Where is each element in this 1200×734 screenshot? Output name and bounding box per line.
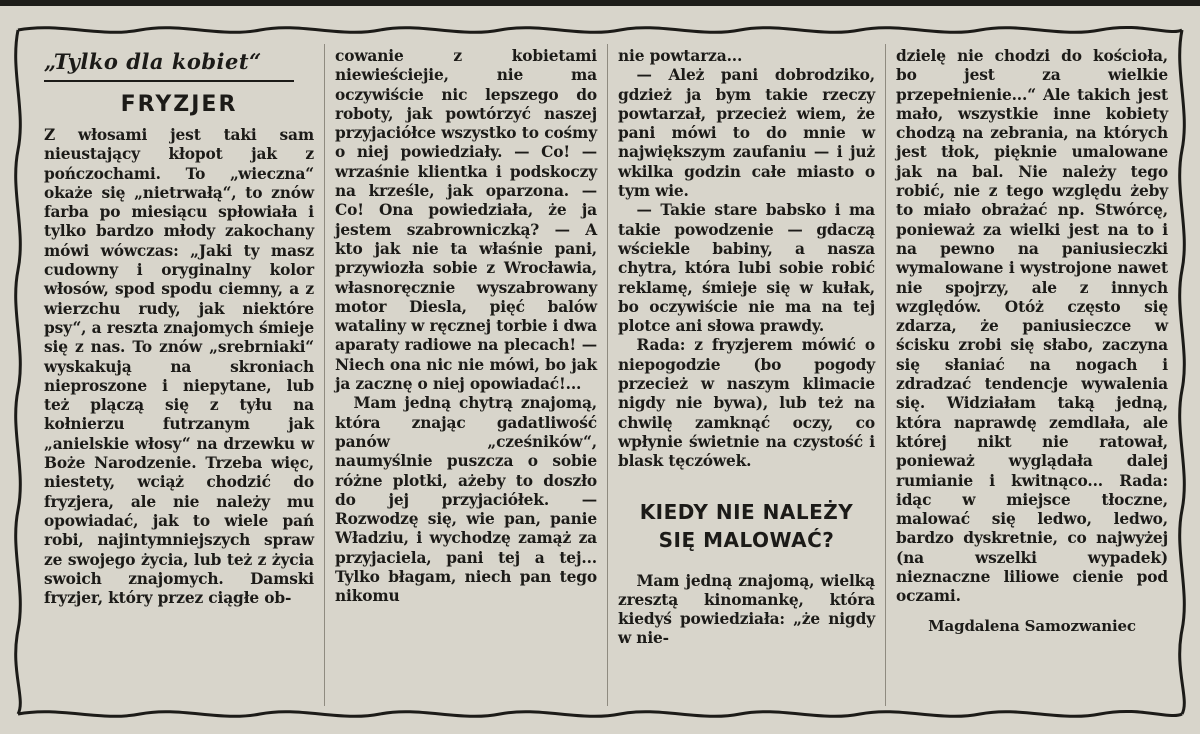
top-rule: [0, 0, 1200, 6]
article-paragraph: dzielę nie chodzi do kościoła, bo jest za wielkie przepełnienie...“ Ale takich jest mało, wszystkie inne kobiety chodzą na zebrania, na których jest tłok, pięknie umalowane jak na bal. Nie należy tego robić, nie z tego względu żeby to miało obrażać np. Stwórcę, ponieważ za wielki jest na to i na pewno na paniusieczki wymalowane i wystrojone nawet nie spojrzy, ale z innych względów. Otóż często się zdarza, że paniusieczce w ścisku zrobi się słabo, zaczyna się słaniać na nogach i zdradzać tendencje wywalenia się. Widziałam taką jedną, która naprawdę zemdlała, ale której nikt nie ratował, ponieważ wyglądała dalej rumianie i kwitnąco... Rada: idąc w miejsce tłoczne, malować się ledwo, ledwo, bardzo dyskretnie, co najwyżej (na wszelki wypadek) nieznaczne liliowe cienie pod oczami.: [896, 47, 1168, 606]
series-title-underline: [44, 80, 294, 82]
article-column-4: [885, 44, 1178, 706]
article-column-3: [607, 44, 885, 706]
article-paragraph: nie powtarza...: [618, 47, 743, 65]
article-headline: FRYZJER: [120, 92, 238, 117]
author-signature: Magdalena Samozwaniec: [928, 616, 1136, 635]
article-paragraph: Z włosami jest taki sam nieustający kłopot jak z pończochami. To „wieczna“ okaże się „nietrwałą“, to znów farba po miesiącu spłowiała i tylko bardzo młody zakochany mówi wówczas: „Jaki ty masz cudowny i oryginalny kolor włosów, spod spodu ciemny, a z wierzchu rudy, jak niektóre psy“, a reszta znajomych śmieje się z nas. To znów „srebrniaki“ wyskakują na skroniach nieproszone i niepytane, lub też plączą się z tyłu na kołnierzu futrzanym jak „anielskie włosy“ na drzewku w Boże Narodzenie. Trzeba więc, niestety, wciąż chodzić do fryzjera, ale nie należy mu opowiadać, jak to wiele pań robi, najintymniejszych spraw ze swojego życia, lub też z życia swoich znajomych. Damski fryzjer, który przez ciągłe ob-: [44, 126, 314, 608]
article-paragraph: Rada: z fryzjerem mówić o niepogodzie (bo pogody przecież w naszym klimacie nigdy nie bywa), lub też na chwilę zamknąć oczy, co wpłynie świetnie na czystość i blask tęczówek.: [618, 336, 875, 471]
newspaper-article: [34, 44, 1178, 706]
series-title: „Tylko dla kobiet“: [44, 49, 262, 74]
article-paragraph: — Takie stare babsko i ma takie powodzenie — gdaczą wściekle babiny, a nasza chytra, która lubi sobie robić reklamę, śmieje się w kułak, bo oczywiście nie ma na tej plotce ani słowa prawdy.: [618, 201, 875, 336]
article-paragraph: — Ależ pani dobrodziko, gdzież ja bym takie rzeczy powtarzał, przecież wiem, że pani mówi to do mnie w największym zaufaniu — i już wkilka godzin całe miasto o tym wie.: [618, 66, 875, 201]
article-paragraph: cowanie z kobietami niewieściejie, nie ma oczywiście nic lepszego do roboty, jak powtórzyć naszej przyjaciółce wszystko to cośmy o niej powiedziały. — Co! — wrzaśnie klientka i podskoczy na krześle, jak oparzona. — Co! Ona powiedziała, że ja jestem szabrowniczką? — A kto jak nie ta właśnie pani, przywiozła sobie z Wrocławia, własnoręcznie wyszabrowany motor Diesla, pięć balów wataliny w ręcznej torbie i dwa aparaty radiowe na plecach! — Niech ona nic nie mówi, bo jak ja zacznę o niej opowiadać!...: [335, 47, 597, 394]
article-subheadline: KIEDY NIE NALEŻY SIĘ MALOWAĆ?: [639, 499, 854, 552]
article-paragraph: Mam jedną znajomą, wielką zresztą kinomankę, która kiedyś powiedziała: „że nigdy w nie-: [618, 571, 875, 648]
article-column-2: [324, 44, 607, 706]
article-column-1: [34, 44, 324, 706]
article-paragraph: Mam jedną chytrą znajomą, która znając gadatliwość panów „cześników“, naumyślnie puszcza o sobie różne plotki, ażeby to doszło do jej przyjaciółek. — Rozwodzę się, wie pan, panie Władziu, i wychodzę zamąż za przyjaciela, pani tej a tej... Tylko błagam, niech pan tego nikomu: [335, 394, 597, 606]
